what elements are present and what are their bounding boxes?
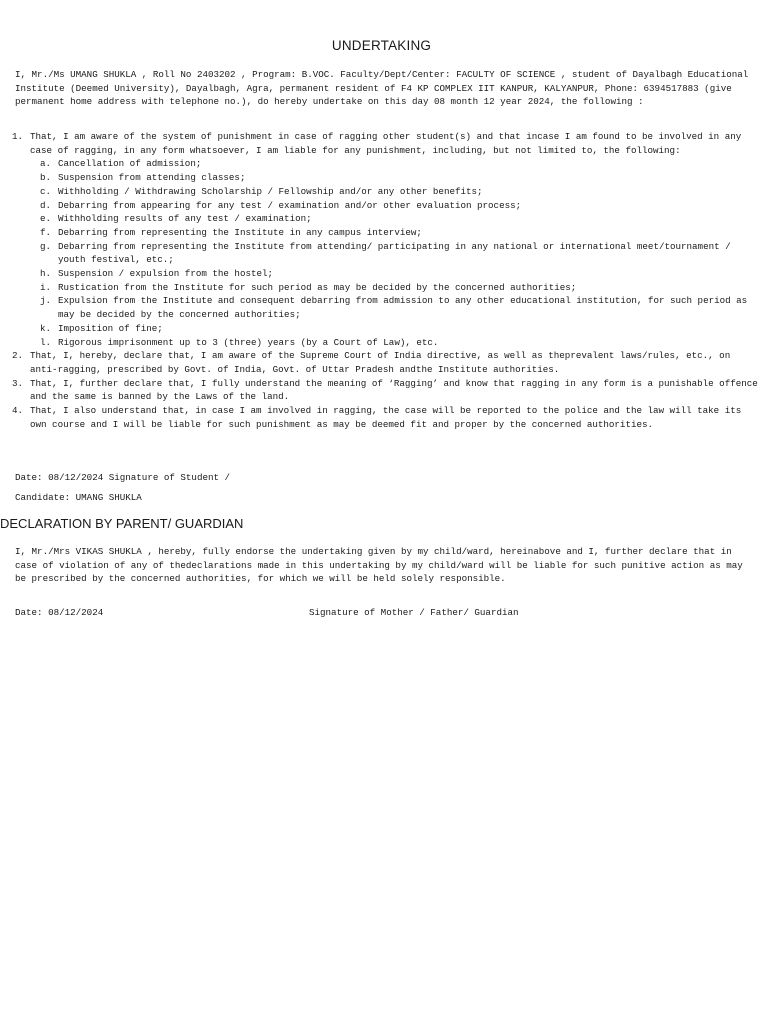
punishment-item xyxy=(40,294,762,321)
punishment-item xyxy=(40,322,762,336)
punishment-label: c. xyxy=(40,185,52,197)
punishment-item xyxy=(40,281,762,295)
candidate-name: Candidate: UMANG SHUKLA xyxy=(15,492,142,503)
punishment-item xyxy=(40,199,762,213)
punishment-label: j. xyxy=(40,295,52,307)
punishment-text: Suspension / expulsion from the hostel; xyxy=(58,268,274,280)
punishment-text: Rustication from the Institute for such period as may be decided by the concerned authorities; xyxy=(58,281,577,293)
punishment-label: l. xyxy=(40,336,52,348)
punishment-label: h. xyxy=(40,268,52,280)
punishment-item xyxy=(40,157,762,171)
point-number: 1. xyxy=(12,131,24,142)
punishment-label: a. xyxy=(40,158,52,170)
punishment-item xyxy=(40,171,762,185)
student-date-signature: Date: 08/12/2024 Signature of Student / xyxy=(15,472,231,483)
point-text: That, I, further declare that, I fully understand the meaning of ‘Ragging’ and know that ragging in any form is a punishable offence and the same is banned by the Laws of the land. xyxy=(30,377,758,403)
point-text: That, I, hereby, declare that, I am aware of the Supreme Court of India directive, as well as theprevalent laws/rules, etc., on anti-ragging, prescribed by Govt. of India, Govt. of Uttar Pradesh andthe Institute authorities. xyxy=(30,350,731,375)
punishment-item xyxy=(40,226,762,240)
punishment-text: Suspension from attending classes; xyxy=(58,172,246,184)
punishment-sublist xyxy=(30,157,762,349)
punishment-label: f. xyxy=(40,226,52,238)
punishment-text: Rigorous imprisonment up to 3 (three) years (by a Court of Law), etc. xyxy=(58,336,439,348)
point-text: That, I also understand that, in case I am involved in ragging, the case will be reported to the police and the law will take its own course and I will be liable for such punishment as may be deemed fit and proper by the concerned authorities. xyxy=(30,405,742,430)
undertaking-point xyxy=(12,404,762,431)
point-number: 2. xyxy=(12,350,24,362)
undertaking-point xyxy=(12,130,762,349)
punishment-item xyxy=(40,267,762,281)
point-number: 4. xyxy=(12,405,24,417)
punishment-item xyxy=(40,240,762,267)
declaration-text: I, Mr./Mrs VIKAS SHUKLA , hereby, fully endorse the undertaking given by my child/ward, hereinabove and I, further declare that in case of violation of any of thedeclarations made in this undertaking by my child/ward will be liable for such punitive action as may be prescribed by the concerned authorities, for which we will be held solely responsible. xyxy=(15,546,743,585)
punishment-item xyxy=(40,185,762,199)
punishment-text: Withholding / Withdrawing Scholarship / Fellowship and/or any other benefits; xyxy=(58,185,483,197)
point-number: 3. xyxy=(12,377,24,389)
declaration-date: Date: 08/12/2024 xyxy=(15,607,104,618)
punishment-text: Debarring from representing the Institute in any campus interview; xyxy=(58,226,422,238)
punishment-text: Debarring from appearing for any test / examination and/or other evaluation process; xyxy=(58,199,522,211)
punishment-text: Debarring from representing the Institute from attending/ participating in any national or international meet/tournament / youth festival, etc.; xyxy=(58,240,731,266)
undertaking-intro: I, Mr./Ms UMANG SHUKLA , Roll No 2403202 , Program: B.VOC. Faculty/Dept/Center: FACULTY OF SCIENCE , student of Dayalbagh Educational Institute (Deemed University), Dayalbagh, Agra, permanent resident of F4 KP COMPLEX IIT KANPUR, KALYANPUR, Phone: 6394517883 (give permanent home address with telephone no.), do hereby undertake on this day 08 month 12 year 2024, the following : xyxy=(15,69,749,108)
punishment-text: Expulsion from the Institute and consequent debarring from admission to any other educational institution, for such period as may be decided by the concerned authorities; xyxy=(58,295,748,321)
punishment-label: b. xyxy=(40,172,52,184)
punishment-text: Imposition of fine; xyxy=(58,322,163,334)
guardian-signature-label: Signature of Mother / Father/ Guardian xyxy=(309,607,519,618)
undertaking-title: UNDERTAKING xyxy=(331,38,432,53)
undertaking-points-list xyxy=(12,130,762,431)
punishment-label: e. xyxy=(40,213,52,225)
punishment-label: k. xyxy=(40,322,52,334)
punishment-text: Withholding results of any test / examination; xyxy=(58,213,312,225)
punishment-item xyxy=(40,212,762,226)
punishment-label: i. xyxy=(40,281,52,293)
undertaking-point xyxy=(12,349,762,376)
point-text: That, I am aware of the system of punishment in case of ragging other student(s) and that incase I am found to be involved in any case of ragging, in any form whatsoever, I am liable for any punishment, including, but not limited to, the following: xyxy=(30,131,742,156)
punishment-text: Cancellation of admission; xyxy=(58,158,202,170)
punishment-label: g. xyxy=(40,240,52,252)
undertaking-point xyxy=(12,377,762,404)
declaration-heading: DECLARATION BY PARENT/ GUARDIAN xyxy=(0,516,244,531)
punishment-label: d. xyxy=(40,199,52,211)
punishment-item xyxy=(40,336,762,350)
